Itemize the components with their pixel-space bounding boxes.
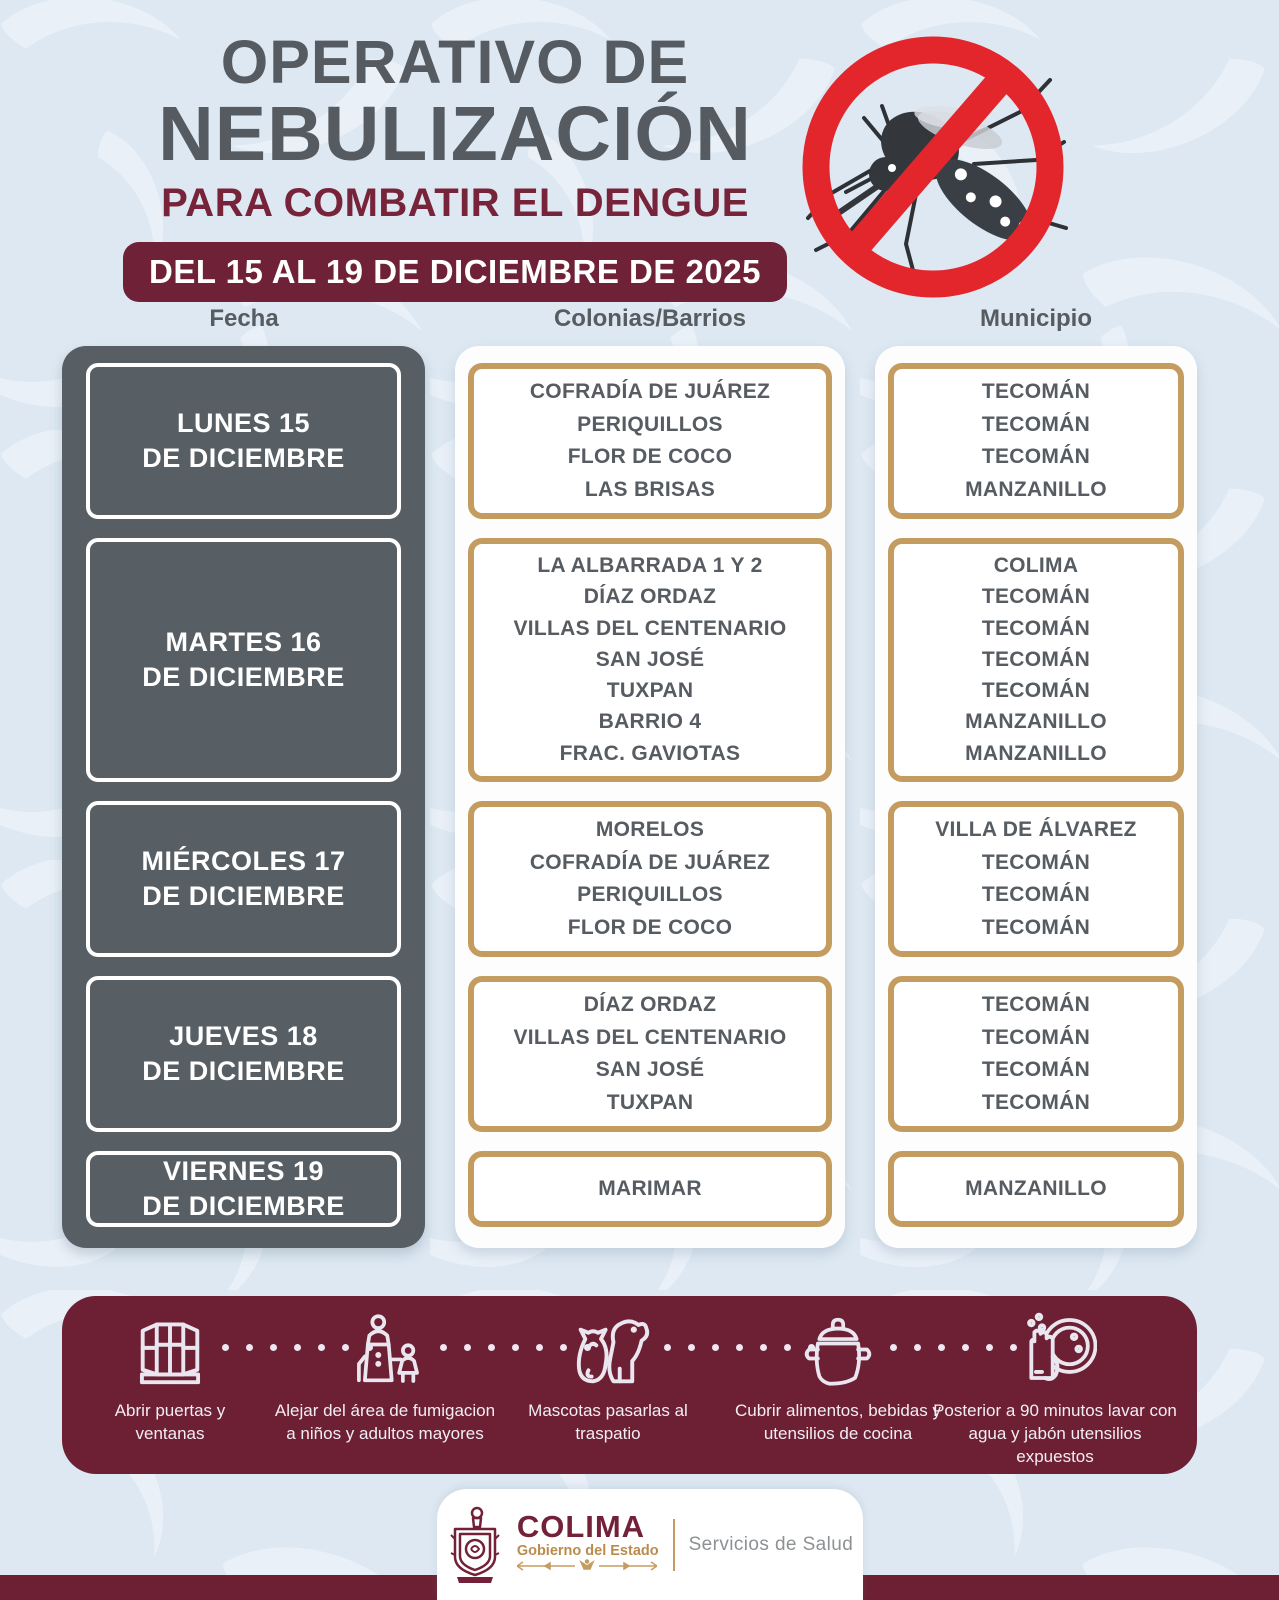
colima-coat-of-arms <box>447 1505 503 1585</box>
department-name: Servicios de Salud <box>688 1533 854 1555</box>
colonia-name: FLOR DE COCO <box>567 915 733 939</box>
date-month: DE DICIEMBRE <box>142 662 345 692</box>
colonia-name: COFRADÍA DE JUÁREZ <box>529 380 771 404</box>
date-range-badge: DEL 15 AL 19 DE DICIEMBRE DE 2025 <box>123 242 787 302</box>
open-window-icon <box>131 1312 209 1390</box>
instruction-text: Mascotas pasarlas al traspatio <box>528 1401 688 1443</box>
municipio-name: TECOMÁN <box>981 1090 1091 1114</box>
municipio-name: TECOMÁN <box>981 1058 1091 1082</box>
date-month: DE DICIEMBRE <box>142 443 345 473</box>
page-title-line1: OPERATIVO DE <box>220 28 690 96</box>
municipio-name: TECOMÁN <box>981 883 1091 907</box>
colonia-name: VILLAS DEL CENTENARIO <box>513 616 787 640</box>
municipio-name: TECOMÁN <box>981 647 1091 671</box>
date-day: LUNES 15 <box>176 407 311 438</box>
colonias-cell <box>468 976 832 1132</box>
brand-block <box>517 1511 659 1578</box>
colonias-cell <box>468 801 832 957</box>
pets-icon <box>565 1310 651 1390</box>
date-day: JUEVES 18 <box>169 1020 318 1051</box>
footer-divider <box>673 1519 675 1571</box>
date-cell <box>86 801 401 957</box>
instruction-text: Alejar del área de fumigacion a niños y adultos mayores <box>274 1401 496 1443</box>
instruction-item <box>483 1308 733 1446</box>
colonia-name: DÍAZ ORDAZ <box>583 585 717 609</box>
municipio-cell <box>888 1151 1184 1227</box>
instruction-item <box>260 1308 510 1446</box>
wash-utensils-icon <box>1013 1308 1097 1390</box>
municipio-column <box>875 346 1197 1248</box>
colonia-name: MARIMAR <box>598 1176 702 1200</box>
page-title-line2: NEBULIZACIÓN <box>158 91 752 178</box>
colonia-name: MORELOS <box>595 818 705 842</box>
footer-logo-card <box>437 1489 863 1600</box>
colonia-name: TUXPAN <box>606 679 694 703</box>
colonia-name: DÍAZ ORDAZ <box>583 993 717 1017</box>
colonia-name: LA ALBARRADA 1 Y 2 <box>537 554 763 578</box>
instruction-text: Cubrir alimentos, bebidas y utensilios de cocina <box>735 1401 941 1443</box>
instruction-text: Abrir puertas y ventanas <box>114 1401 226 1443</box>
municipio-name: COLIMA <box>993 554 1079 578</box>
colonias-column <box>455 346 845 1248</box>
colonia-name: COFRADÍA DE JUÁREZ <box>529 850 771 874</box>
date-cell <box>86 363 401 519</box>
municipio-name: TECOMÁN <box>981 915 1091 939</box>
page-subtitle: PARA COMBATIR EL DENGUE <box>161 181 749 226</box>
date-cell <box>86 1151 401 1227</box>
municipio-cell <box>888 363 1184 519</box>
municipio-name: TECOMÁN <box>981 445 1091 469</box>
municipio-name: MANZANILLO <box>965 710 1107 734</box>
colonia-name: TUXPAN <box>606 1090 694 1114</box>
municipio-name: TECOMÁN <box>981 585 1091 609</box>
municipio-name: TECOMÁN <box>981 1025 1091 1049</box>
instruction-item <box>713 1308 963 1446</box>
date-day: VIERNES 19 <box>162 1155 325 1186</box>
colonias-cell <box>468 363 832 519</box>
gold-flourish-icon <box>517 1559 657 1573</box>
date-cell <box>86 538 401 782</box>
municipio-name: TECOMÁN <box>981 380 1091 404</box>
instructions-banner <box>62 1296 1197 1474</box>
municipio-name: VILLA DE ÁLVAREZ <box>935 818 1137 842</box>
municipio-name: TECOMÁN <box>981 412 1091 436</box>
municipio-name: TECOMÁN <box>981 679 1091 703</box>
municipio-cell <box>888 538 1184 782</box>
no-mosquito-icon <box>788 22 1078 312</box>
municipio-name: MANZANILLO <box>965 741 1107 765</box>
date-month: DE DICIEMBRE <box>142 881 345 911</box>
date-day: MIÉRCOLES 17 <box>141 845 346 876</box>
instruction-item <box>45 1308 295 1446</box>
colonia-name: BARRIO 4 <box>598 710 702 734</box>
fecha-column <box>62 346 425 1248</box>
municipio-name: TECOMÁN <box>981 993 1091 1017</box>
colonia-name: VILLAS DEL CENTENARIO <box>513 1025 787 1049</box>
colonia-name: SAN JOSÉ <box>595 1058 705 1082</box>
colonia-name: FLOR DE COCO <box>567 445 733 469</box>
column-header-fecha: Fecha <box>209 305 279 332</box>
municipio-name: MANZANILLO <box>965 477 1107 501</box>
instruction-text: Posterior a 90 minutos lavar con agua y jabón utensilios expuestos <box>933 1401 1177 1466</box>
brand-name: COLIMA <box>516 1509 646 1544</box>
cooking-pot-icon <box>797 1312 879 1390</box>
municipio-name: MANZANILLO <box>965 1176 1107 1200</box>
colonias-cell <box>468 538 832 782</box>
colonia-name: PERIQUILLOS <box>577 412 723 436</box>
instruction-item <box>930 1308 1180 1469</box>
date-month: DE DICIEMBRE <box>142 1191 345 1221</box>
column-header-municipio: Municipio <box>980 305 1092 332</box>
colonia-name: FRAC. GAVIOTAS <box>559 741 741 765</box>
colonia-name: LAS BRISAS <box>584 477 716 501</box>
colonia-name: SAN JOSÉ <box>595 647 705 671</box>
municipio-cell <box>888 801 1184 957</box>
adult-child-icon <box>344 1308 426 1390</box>
header <box>100 30 810 302</box>
municipio-name: TECOMÁN <box>981 850 1091 874</box>
column-header-colonias: Colonias/Barrios <box>553 305 747 332</box>
municipio-cell <box>888 976 1184 1132</box>
municipio-name: TECOMÁN <box>981 616 1091 640</box>
colonias-cell <box>468 1151 832 1227</box>
date-day: MARTES 16 <box>165 626 322 657</box>
colonia-name: PERIQUILLOS <box>577 883 723 907</box>
date-cell <box>86 976 401 1132</box>
brand-subtitle: Gobierno del Estado <box>516 1543 659 1559</box>
date-month: DE DICIEMBRE <box>142 1056 345 1086</box>
